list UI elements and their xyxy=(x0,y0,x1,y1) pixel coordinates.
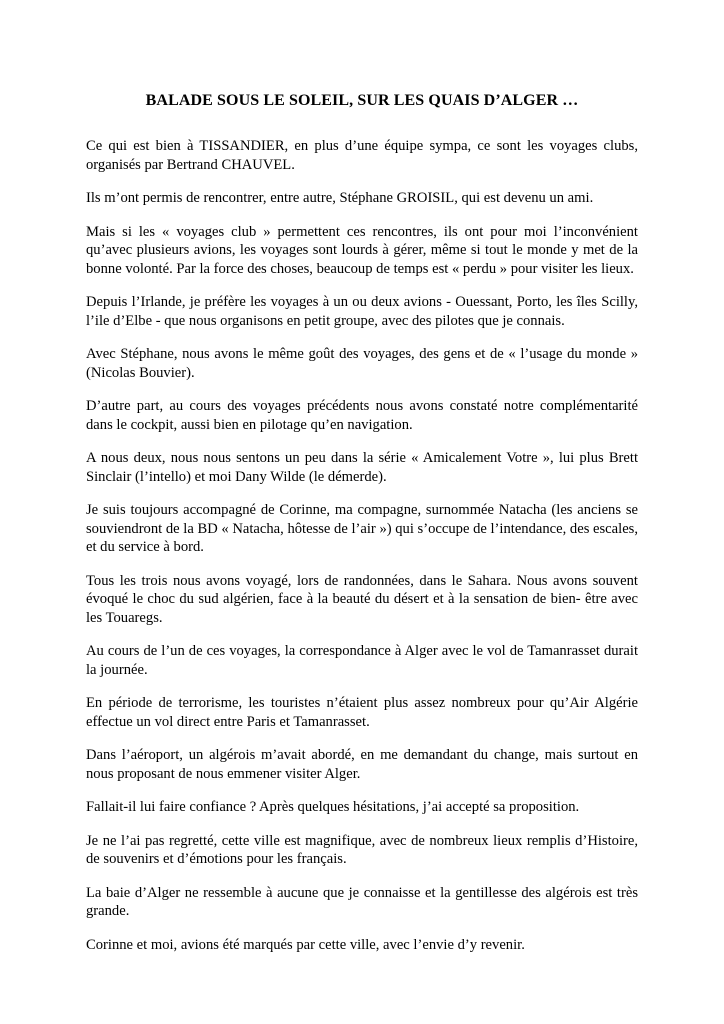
paragraph: Tous les trois nous avons voyagé, lors de randonnées, dans le Sahara. Nous avons souvent évoqué le choc du sud algérien, face à la beauté du désert et à la sensation de bien- être avec les Touaregs. xyxy=(86,572,638,626)
document-body xyxy=(86,137,638,969)
paragraph: La baie d’Alger ne ressemble à aucune que je connaisse et la gentillesse des algérois est très grande. xyxy=(86,884,638,919)
paragraph: Je ne l’ai pas regretté, cette ville est magnifique, avec de nombreux lieux remplis d’Histoire, de souvenirs et d’émotions pour les français. xyxy=(86,832,638,867)
paragraph: Je suis toujours accompagné de Corinne, ma compagne, surnommée Natacha (les anciens se souviendront de la BD « Natacha, hôtesse de l’air ») qui s’occupe de l’intendance, des escales, et du service à bord. xyxy=(86,502,638,555)
paragraph: Dans l’aéroport, un algérois m’avait abordé, en me demandant du change, mais surtout en nous proposant de nous emmener visiter Alger. xyxy=(86,747,638,782)
paragraph: Ils m’ont permis de rencontrer, entre autre, Stéphane GROISIL, qui est devenu un ami. xyxy=(86,190,594,206)
paragraph: D’autre part, au cours des voyages précédents nous avons constaté notre complémentarité dans le cockpit, aussi bien en pilotage qu’en navigation. xyxy=(86,398,638,433)
paragraph: Fallait-il lui faire confiance ? Après quelques hésitations, j’ai accepté sa proposition. xyxy=(86,799,580,815)
paragraph: Mais si les « voyages club » permettent ces rencontres, ils ont pour moi l’inconvénient qu’avec plusieurs avions, les voyages sont lourds à gérer, même si tout le monde y met de la bonne volonté. Par la force des choses, beaucoup de temps est « perdu » pour visiter les lieux. xyxy=(86,223,638,277)
paragraph: Ce qui est bien à TISSANDIER, en plus d’une équipe sympa, ce sont les voyages clubs, organisés par Bertrand CHAUVEL. xyxy=(86,138,638,173)
paragraph: Au cours de l’un de ces voyages, la correspondance à Alger avec le vol de Tamanrasset durait la journée. xyxy=(86,643,638,678)
document-title: BALADE SOUS LE SOLEIL, SUR LES QUAIS D’ALGER … xyxy=(145,92,579,109)
paragraph: Avec Stéphane, nous avons le même goût des voyages, des gens et de « l’usage du monde » (Nicolas Bouvier). xyxy=(86,346,638,381)
paragraph: A nous deux, nous nous sentons un peu dans la série « Amicalement Votre », lui plus Brett Sinclair (l’intello) et moi Dany Wilde (le démerde). xyxy=(86,450,638,485)
paragraph: En période de terrorisme, les touristes n’étaient plus assez nombreux pour qu’Air Algérie effectue un vol direct entre Paris et Tamanrasset. xyxy=(86,695,638,730)
paragraph: Depuis l’Irlande, je préfère les voyages à un ou deux avions - Ouessant, Porto, les îles Scilly, l’ile d’Elbe - que nous organisons en petit groupe, avec des pilotes que je connais. xyxy=(86,294,638,329)
paragraph: Corinne et moi, avions été marqués par cette ville, avec l’envie d’y revenir. xyxy=(86,936,525,953)
